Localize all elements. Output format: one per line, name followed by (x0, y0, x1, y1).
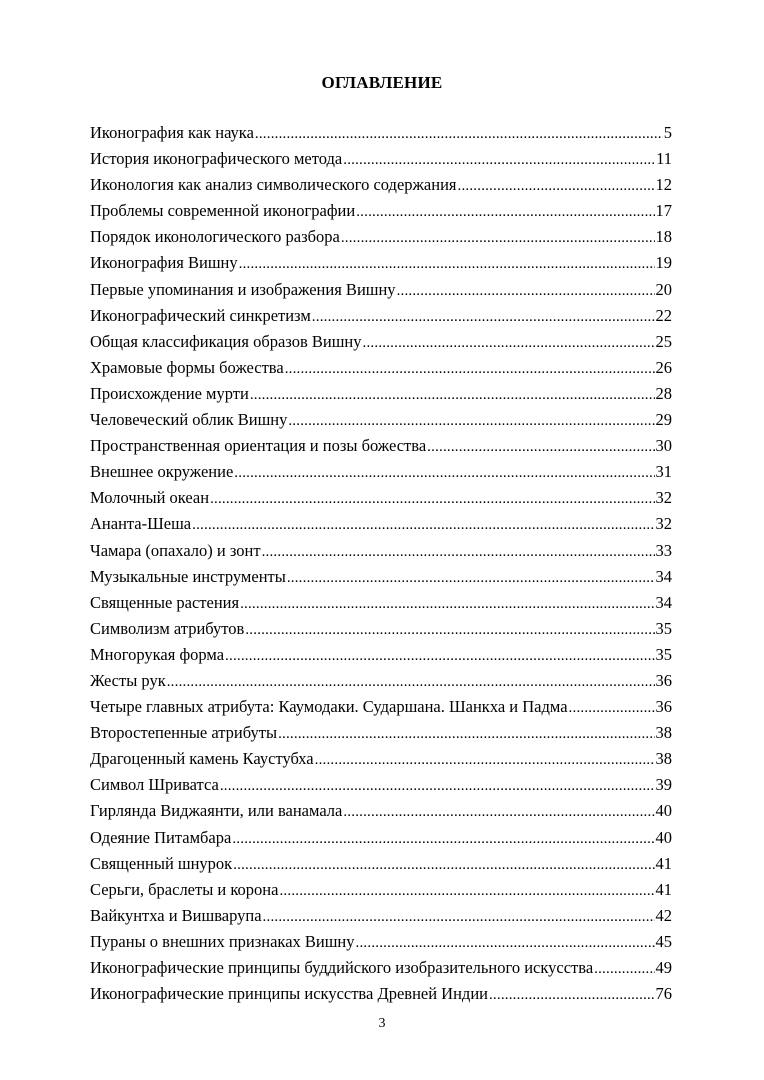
toc-entry-title: Второстепенные атрибуты (90, 723, 278, 743)
toc-entry-title: Серьги, браслеты и корона (90, 879, 279, 899)
table-of-contents (90, 120, 672, 1007)
toc-entry[interactable] (90, 798, 672, 824)
toc-entry[interactable] (90, 616, 672, 642)
toc-entry-page: 34 (655, 566, 672, 586)
toc-entry-title: Четыре главных атрибута: Каумодаки. Сударшана. Шанкха и Падма (90, 697, 568, 717)
toc-leader-dots (239, 251, 655, 277)
toc-entry-title: Храмовые формы божества (90, 357, 284, 377)
toc-entry[interactable] (90, 720, 672, 746)
toc-entry-title: Музыкальные инструменты (90, 566, 286, 586)
toc-entry-title: Чамара (опахало) и зонт (90, 540, 261, 560)
toc-leader-dots (285, 356, 655, 382)
toc-entry[interactable] (90, 955, 672, 981)
toc-entry-page: 34 (655, 592, 672, 612)
toc-entry-page: 36 (655, 670, 672, 690)
toc-leader-dots (288, 408, 654, 434)
toc-entry-page: 45 (655, 931, 672, 951)
toc-entry-title: Происхождение мурти (90, 383, 249, 403)
toc-leader-dots (250, 382, 655, 408)
toc-entry[interactable] (90, 198, 672, 224)
toc-entry[interactable] (90, 511, 672, 537)
toc-entry-page: 33 (655, 540, 672, 560)
toc-entry[interactable] (90, 459, 672, 485)
toc-entry-title: Иконографические принципы искусства Древней Индии (90, 984, 488, 1004)
toc-leader-dots (569, 695, 655, 721)
toc-entry[interactable] (90, 277, 672, 303)
toc-entry-title: Иконографический синкретизм (90, 305, 311, 325)
toc-entry[interactable] (90, 172, 672, 198)
toc-leader-dots (343, 147, 655, 173)
toc-entry-page: 17 (655, 201, 672, 221)
toc-entry[interactable] (90, 485, 672, 511)
toc-entry[interactable] (90, 407, 672, 433)
toc-leader-dots (255, 121, 663, 147)
toc-entry-page: 40 (655, 801, 672, 821)
toc-leader-dots (356, 199, 654, 225)
toc-entry-title: Гирлянда Виджаянти, или ванамала (90, 801, 343, 821)
toc-entry-page: 5 (663, 123, 672, 142)
toc-entry-page: 38 (655, 723, 672, 743)
toc-entry-page: 26 (655, 357, 672, 377)
toc-entry-page: 32 (655, 488, 672, 508)
toc-entry-page: 38 (655, 749, 672, 769)
toc-entry[interactable] (90, 772, 672, 798)
toc-entry[interactable] (90, 668, 672, 694)
toc-entry-title: Внешнее окружение (90, 462, 234, 482)
toc-leader-dots (263, 904, 655, 930)
page-title: ОГЛАВЛЕНИЕ (321, 73, 443, 92)
toc-entry[interactable] (90, 564, 672, 590)
toc-leader-dots (343, 799, 654, 825)
toc-entry-page: 36 (655, 697, 672, 717)
toc-leader-dots (489, 982, 655, 1008)
toc-entry-title: Иконографические принципы буддийского изобразительного искусства (90, 958, 594, 977)
toc-entry-page: 42 (655, 905, 672, 925)
toc-leader-dots (234, 460, 654, 486)
toc-leader-dots (594, 956, 654, 982)
toc-entry[interactable] (90, 146, 672, 172)
toc-leader-dots (245, 617, 654, 643)
toc-entry[interactable] (90, 329, 672, 355)
toc-entry-title: Ананта-Шеша (90, 514, 192, 534)
toc-leader-dots (363, 330, 655, 356)
toc-entry-title: Многорукая форма (90, 644, 225, 664)
toc-entry-page: 41 (655, 853, 672, 873)
toc-entry-page: 28 (655, 383, 672, 403)
toc-entry-title: Священный шнурок (90, 853, 233, 873)
toc-entry-title: Вайкунтха и Вишварупа (90, 905, 262, 925)
toc-entry[interactable] (90, 590, 672, 616)
toc-entry[interactable] (90, 903, 672, 929)
toc-entry[interactable] (90, 929, 672, 955)
toc-leader-dots (220, 773, 655, 799)
toc-leader-dots (341, 225, 655, 251)
toc-entry-title: Символ Шриватса (90, 775, 219, 795)
toc-entry[interactable] (90, 981, 672, 1007)
toc-entry-title: Иконография как наука (90, 123, 254, 142)
toc-entry[interactable] (90, 538, 672, 564)
toc-leader-dots (458, 173, 655, 199)
toc-entry-title: Драгоценный камень Каустубха (90, 749, 314, 769)
toc-entry-title: Жесты рук (90, 670, 166, 690)
toc-entry-title: Пространственная ориентация и позы божества (90, 436, 427, 456)
toc-entry-page: 32 (655, 514, 672, 534)
toc-entry-page: 76 (655, 984, 672, 1004)
toc-entry-page: 49 (655, 958, 672, 977)
toc-leader-dots (232, 826, 654, 852)
toc-entry[interactable] (90, 250, 672, 276)
toc-entry-page: 20 (655, 279, 672, 299)
toc-entry-title: Человеческий облик Вишну (90, 410, 288, 430)
toc-entry-title: Порядок иконологического разбора (90, 227, 340, 247)
toc-entry-title: Пураны о внешних признаках Вишну (90, 931, 355, 951)
toc-entry-page: 22 (655, 305, 672, 325)
toc-entry-page: 40 (655, 827, 672, 847)
toc-entry[interactable] (90, 642, 672, 668)
toc-leader-dots (240, 591, 654, 617)
toc-entry-page: 25 (655, 331, 672, 351)
toc-entry[interactable] (90, 120, 672, 146)
toc-entry-page: 11 (656, 149, 672, 169)
toc-leader-dots (279, 878, 654, 904)
toc-leader-dots (167, 669, 655, 695)
toc-leader-dots (427, 434, 654, 460)
toc-entry[interactable] (90, 825, 672, 851)
toc-leader-dots (225, 643, 654, 669)
toc-leader-dots (233, 852, 654, 878)
toc-leader-dots (312, 304, 655, 330)
toc-entry-title: Общая классификация образов Вишну (90, 331, 362, 351)
toc-entry-title: История иконографического метода (90, 149, 343, 169)
toc-entry-page: 29 (655, 410, 672, 430)
toc-leader-dots (192, 512, 654, 538)
toc-entry[interactable] (90, 877, 672, 903)
toc-entry-page: 30 (655, 436, 672, 456)
toc-entry-title: Молочный океан (90, 488, 210, 508)
toc-entry-title: Символизм атрибутов (90, 618, 245, 638)
toc-entry-title: Первые упоминания и изображения Вишну (90, 279, 396, 299)
toc-entry-title: Иконология как анализ символического содержания (90, 175, 457, 195)
toc-entry[interactable] (90, 303, 672, 329)
toc-entry-title: Священные растения (90, 592, 240, 612)
toc-entry-page: 19 (655, 253, 672, 273)
toc-entry-page: 18 (655, 227, 672, 247)
toc-entry[interactable] (90, 694, 672, 720)
toc-entry-page: 31 (655, 462, 672, 482)
toc-leader-dots (262, 539, 655, 565)
toc-leader-dots (315, 747, 655, 773)
toc-leader-dots (287, 565, 655, 591)
toc-entry-page: 35 (655, 618, 672, 638)
toc-entry-page: 41 (655, 879, 672, 899)
toc-entry[interactable] (90, 746, 672, 772)
toc-entry[interactable] (90, 433, 672, 459)
toc-entry[interactable] (90, 355, 672, 381)
page-number: 3 (378, 1016, 386, 1031)
toc-entry-page: 12 (655, 175, 672, 195)
toc-entry-page: 39 (655, 775, 672, 795)
toc-leader-dots (278, 721, 654, 747)
toc-entry-title: Одеяние Питамбара (90, 827, 232, 847)
toc-entry-page: 35 (655, 644, 672, 664)
toc-leader-dots (397, 278, 655, 304)
toc-entry[interactable] (90, 381, 672, 407)
toc-entry-title: Проблемы современной иконографии (90, 201, 356, 221)
toc-leader-dots (356, 930, 655, 956)
toc-entry[interactable] (90, 224, 672, 250)
toc-entry[interactable] (90, 851, 672, 877)
toc-leader-dots (210, 486, 654, 512)
toc-entry-title: Иконография Вишну (90, 253, 238, 273)
